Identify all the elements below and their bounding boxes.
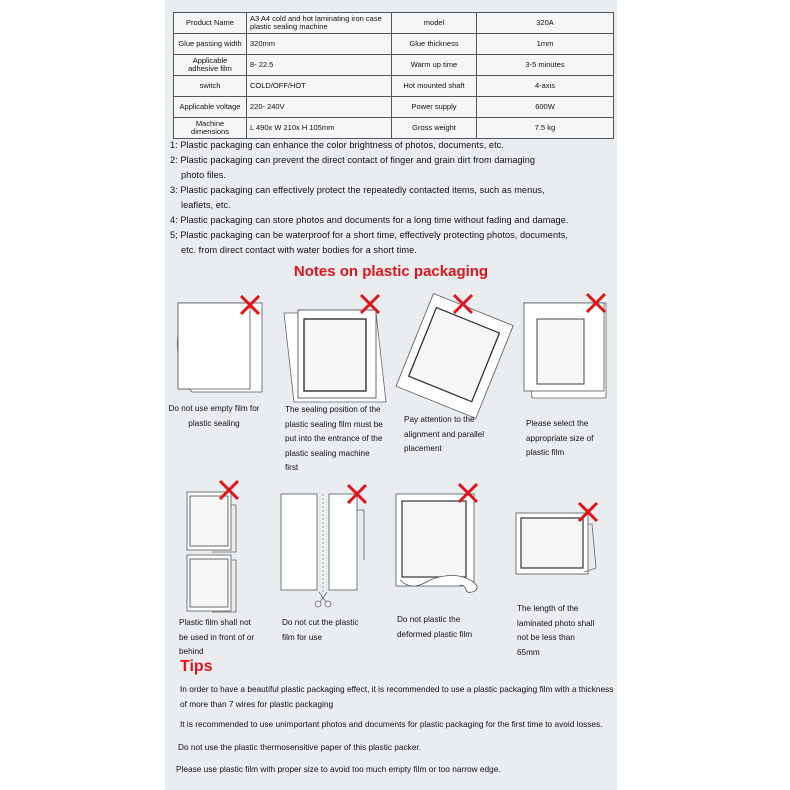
spec-value: A3 A4 cold and hot laminating iron case plastic sealing machine [247,13,392,34]
spec-key: Warm up time [392,55,477,76]
tip-item: In order to have a beautiful plastic packaging effect, it is recommended to use a plastic packaging film with a thickness of more than 7 wires for plastic packaging [180,684,614,709]
spec-key: model [392,13,477,34]
spec-value: 7.5 kg [477,118,614,139]
sealing-position-illustration [284,295,386,402]
note-item: 1: Plastic packaging can enhance the color brightness of photos, documents, etc. [170,140,504,150]
alignment-illustration [396,293,513,418]
note-item-continued: etc. from direct contact with water bodies for a short time. [181,245,417,255]
tip-item: Do not use the plastic thermosensitive paper of this plastic packer. [178,741,422,752]
caption-sealing-position: The sealing position of the plastic sealing film must be put into the entrance of the plastic sealing machine first [285,405,383,472]
scissors-icon [315,592,331,607]
caption-photo-length: The length of the laminated photo shall not be less than 65mm [517,604,595,657]
photo-length-illustration [516,503,597,574]
spec-value: 3-5 minutes [477,55,614,76]
spec-value: 8- 22.5 [247,55,392,76]
caption-cut-film: Do not cut the plastic film for use [282,618,359,642]
spec-value: 600W [477,97,614,118]
section-heading: Notes on plastic packaging [293,263,489,280]
spec-value: COLD/OFF/HOT [247,76,392,97]
note-item-continued: photo files. [181,170,227,180]
spec-key: Glue passing width [174,34,247,55]
caption-deformed-film: Do not plastic the deformed plastic film [397,615,473,639]
cut-film-illustration [281,485,366,607]
tips-list [176,682,621,777]
spec-value: L 490x W 210x H 105mm [247,118,392,139]
spec-value: 220- 240V [247,97,392,118]
tips-title: Tips [180,658,213,675]
note-item: 2: Plastic packaging can prevent the direct contact of finger and grain dirt from damaging [170,155,536,165]
caption-front-behind: Plastic film shall not be used in front of or behind [179,618,255,656]
caption-film-size: Please select the appropriate size of plastic film [526,419,594,457]
spec-key: Gross weight [392,118,477,139]
spec-value: 320mm [247,34,392,55]
spec-value: 320A [477,13,614,34]
caption-alignment: Pay attention to the alignment and parallel placement [404,415,485,453]
film-size-illustration [524,294,606,398]
spec-key: Applicable voltage [174,97,247,118]
spec-key: Hot mounted shaft [392,76,477,97]
tip-item: Please use plastic film with proper size to avoid too much empty film or too narrow edge. [176,764,501,774]
spec-key: Power supply [392,97,477,118]
note-item: 3: Plastic packaging can effectively protect the repeatedly contacted items, such as menus, [170,185,545,195]
note-item: 5; Plastic packaging can be waterproof for a short time, effectively protecting photos, documents, [170,230,568,240]
empty-film-illustration [178,296,262,392]
spec-value: 1mm [477,34,614,55]
caption-empty-film: Do not use empty film for plastic sealing [168,404,260,428]
spec-value: 4-axis [477,76,614,97]
note-item-continued: leaflets, etc. [181,200,231,210]
spec-key: Product Name [174,13,247,34]
tip-item: It is recommended to use unimportant photos and documents for plastic packaging for the first time to avoid losses. [180,719,603,729]
spec-key: switch [174,76,247,97]
spec-key: Glue thickness [392,34,477,55]
spec-key: Machine dimensions [174,118,247,139]
spec-key: Applicable adhesive film [174,55,247,76]
front-behind-illustration [187,481,238,612]
note-item: 4: Plastic packaging can store photos and documents for a long time without fading and damage. [170,215,569,225]
deformed-film-illustration [396,484,477,592]
